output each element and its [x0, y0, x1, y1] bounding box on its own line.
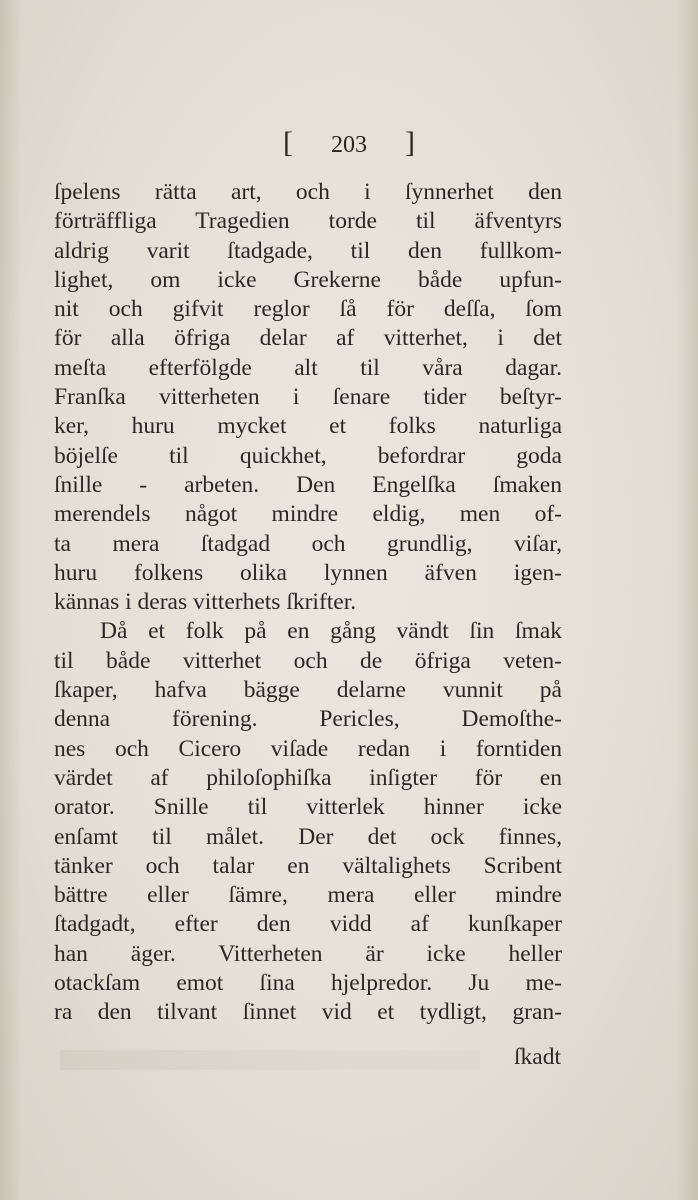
text-line: nes och Cicero viſade redan i forntiden [54, 735, 562, 762]
text-line: ſtadgadt, efter den vidd af kunſkaper [54, 911, 562, 938]
text-line: ker, huru mycket et folks naturliga [54, 413, 562, 440]
text-line: han äger. Vitterheten är icke heller [54, 940, 562, 967]
text-line: otackſam emot ſina hjelpredor. Ju me- [54, 970, 562, 997]
text-line: ſkaper, hafva bägge delarne vunnit på [54, 677, 562, 704]
text-line: nit och gifvit reglor ſå för deſſa, ſom [54, 296, 562, 323]
body-text [54, 178, 562, 1028]
text-line: Då et folk på en gång vändt ſin ſmak [100, 618, 562, 645]
text-line: för alla öfriga delar af vitterhet, i det [54, 325, 562, 352]
text-line: enſamt til målet. Der det ock finnes, [54, 823, 562, 850]
text-line: orator. Snille til vitterlek hinner icke [54, 794, 562, 821]
text-line: värdet af philoſophiſka inſigter för en [54, 764, 562, 791]
text-line: tänker och talar en vältalighets Scribent [54, 852, 562, 879]
header-bracket-left: [ [283, 126, 293, 159]
page-left-edge-shadow [0, 0, 22, 1200]
text-line: ſpelens rätta art, och i ſynnerhet den [54, 179, 562, 205]
text-line: aldrig varit ſtadgade, til den fullkom- [54, 237, 562, 264]
text-line: böjelſe til quickhet, befordrar goda [54, 442, 562, 469]
text-line: ra den tilvant ſinnet vid et tydligt, gran- [54, 999, 562, 1026]
page-number: 203 [331, 132, 367, 158]
text-line: ſnille - arbeten. Den Engelſka ſmaken [54, 471, 562, 498]
show-through-bleed [60, 1050, 480, 1070]
catchword: ſkadt [514, 1044, 561, 1070]
text-line: huru folkens olika lynnen äfven igen- [54, 559, 562, 586]
header-bracket-right: ] [405, 126, 415, 159]
text-line: meſta efterfölgde alt til våra dagar. [54, 354, 562, 381]
text-line: denna förening. Pericles, Demoſthe- [54, 706, 562, 733]
text-line: lighet, om icke Grekerne både upfun- [54, 266, 562, 293]
text-line: til både vitterhet och de öfriga veten- [54, 647, 562, 674]
text-line: förträffliga Tragedien torde til äfventyrs [54, 208, 562, 235]
text-line: merendels något mindre eldig, men of- [54, 501, 562, 528]
text-line: Franſka vitterheten i ſenare tider beſtyr- [54, 384, 562, 411]
text-line: kännas i deras vitterhets ſkrifter. [54, 589, 357, 616]
text-line: ta mera ſtadgad och grundlig, viſar, [54, 530, 562, 557]
page-right-edge-shadow [676, 0, 698, 1200]
text-line: bättre eller ſämre, mera eller mindre [54, 882, 562, 909]
page-header [0, 126, 698, 160]
